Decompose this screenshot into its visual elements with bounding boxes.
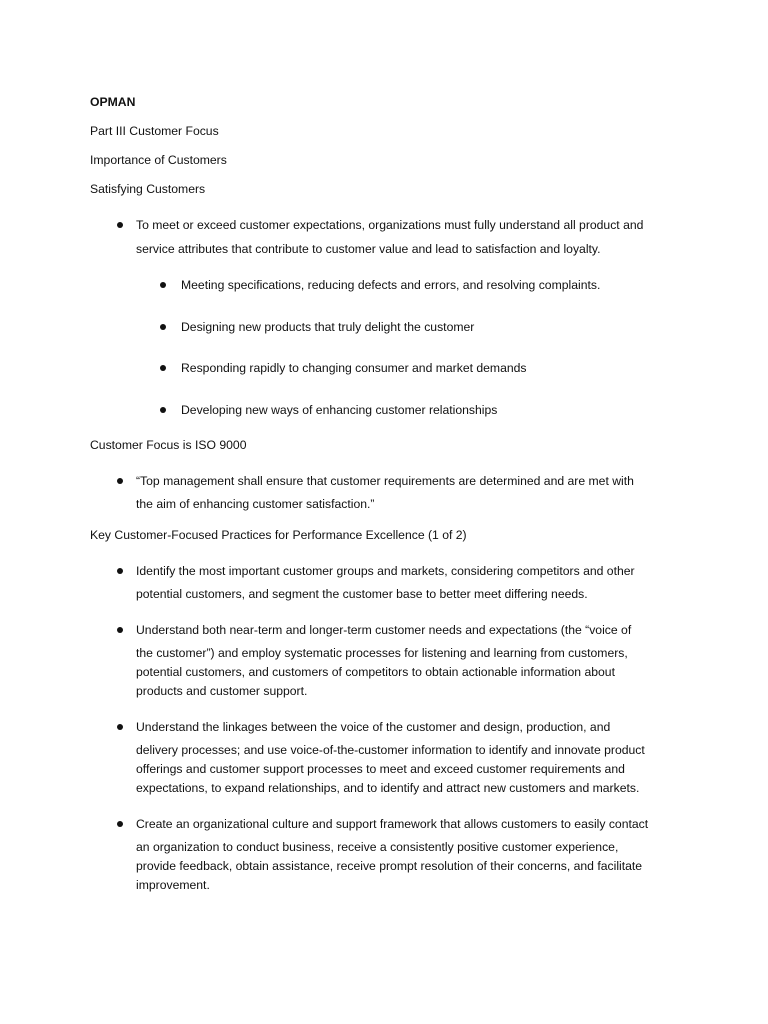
doc-title: OPMAN: [90, 95, 136, 109]
bullet-icon: [160, 324, 166, 330]
section-heading-importance: Importance of Customers: [90, 153, 227, 167]
bullet-text: potential customers, and segment the customer base to better meet differing needs.: [136, 587, 588, 601]
section-heading-key-practices: Key Customer-Focused Practices for Performance Excellence (1 of 2): [90, 528, 467, 542]
bullet-text: Understand both near-term and longer-term customer needs and expectations (the “voice of: [136, 623, 632, 637]
bullet-text: potential customers, and customers of competitors to obtain actionable information about: [136, 665, 615, 679]
bullet-icon: [160, 407, 166, 413]
bullet-text: improvement.: [136, 878, 210, 892]
bullet-text: Understand the linkages between the voice of the customer and design, production, and: [136, 720, 611, 734]
section-heading-iso: Customer Focus is ISO 9000: [90, 438, 247, 452]
section-heading-satisfying: Satisfying Customers: [90, 182, 206, 196]
bullet-text: provide feedback, obtain assistance, receive prompt resolution of their concerns, and facilitate: [136, 859, 643, 873]
bullet-icon: [117, 568, 123, 574]
bullet-text: Identify the most important customer groups and markets, considering competitors and other: [136, 564, 635, 578]
sub-bullet-text: Designing new products that truly delight the customer: [181, 320, 475, 334]
bullet-text: “Top management shall ensure that customer requirements are determined and are met with: [136, 474, 634, 488]
bullet-text: delivery processes; and use voice-of-the-customer information to identify and innovate product: [136, 743, 645, 757]
bullet-icon: [117, 821, 123, 827]
bullet-icon: [117, 478, 123, 484]
bullet-icon: [117, 724, 123, 730]
bullet-icon: [117, 222, 123, 228]
bullet-icon: [117, 627, 123, 633]
bullet-text: expectations, to expand relationships, and to identify and attract new customers and markets.: [136, 781, 640, 795]
sub-bullet-text: Responding rapidly to changing consumer and market demands: [181, 361, 527, 375]
bullet-text: products and customer support.: [136, 684, 308, 698]
sub-bullet-text: Meeting specifications, reducing defects and errors, and resolving complaints.: [181, 278, 601, 292]
sub-bullet-text: Developing new ways of enhancing customer relationships: [181, 403, 498, 417]
bullet-text: the customer”) and employ systematic processes for listening and learning from customers,: [136, 646, 628, 660]
bullet-text: offerings and customer support processes to meet and exceed customer requirements and: [136, 762, 625, 776]
bullet-icon: [160, 365, 166, 371]
bullet-text: service attributes that contribute to customer value and lead to satisfaction and loyalty.: [136, 242, 601, 256]
bullet-text: To meet or exceed customer expectations, organizations must fully understand all product and: [136, 218, 644, 232]
bullet-text: Create an organizational culture and support framework that allows customers to easily contact: [136, 817, 649, 831]
section-heading-part: Part III Customer Focus: [90, 124, 219, 138]
bullet-text: an organization to conduct business, receive a consistently positive customer experience,: [136, 840, 619, 854]
bullet-icon: [160, 282, 166, 288]
bullet-text: the aim of enhancing customer satisfaction.”: [136, 497, 375, 511]
